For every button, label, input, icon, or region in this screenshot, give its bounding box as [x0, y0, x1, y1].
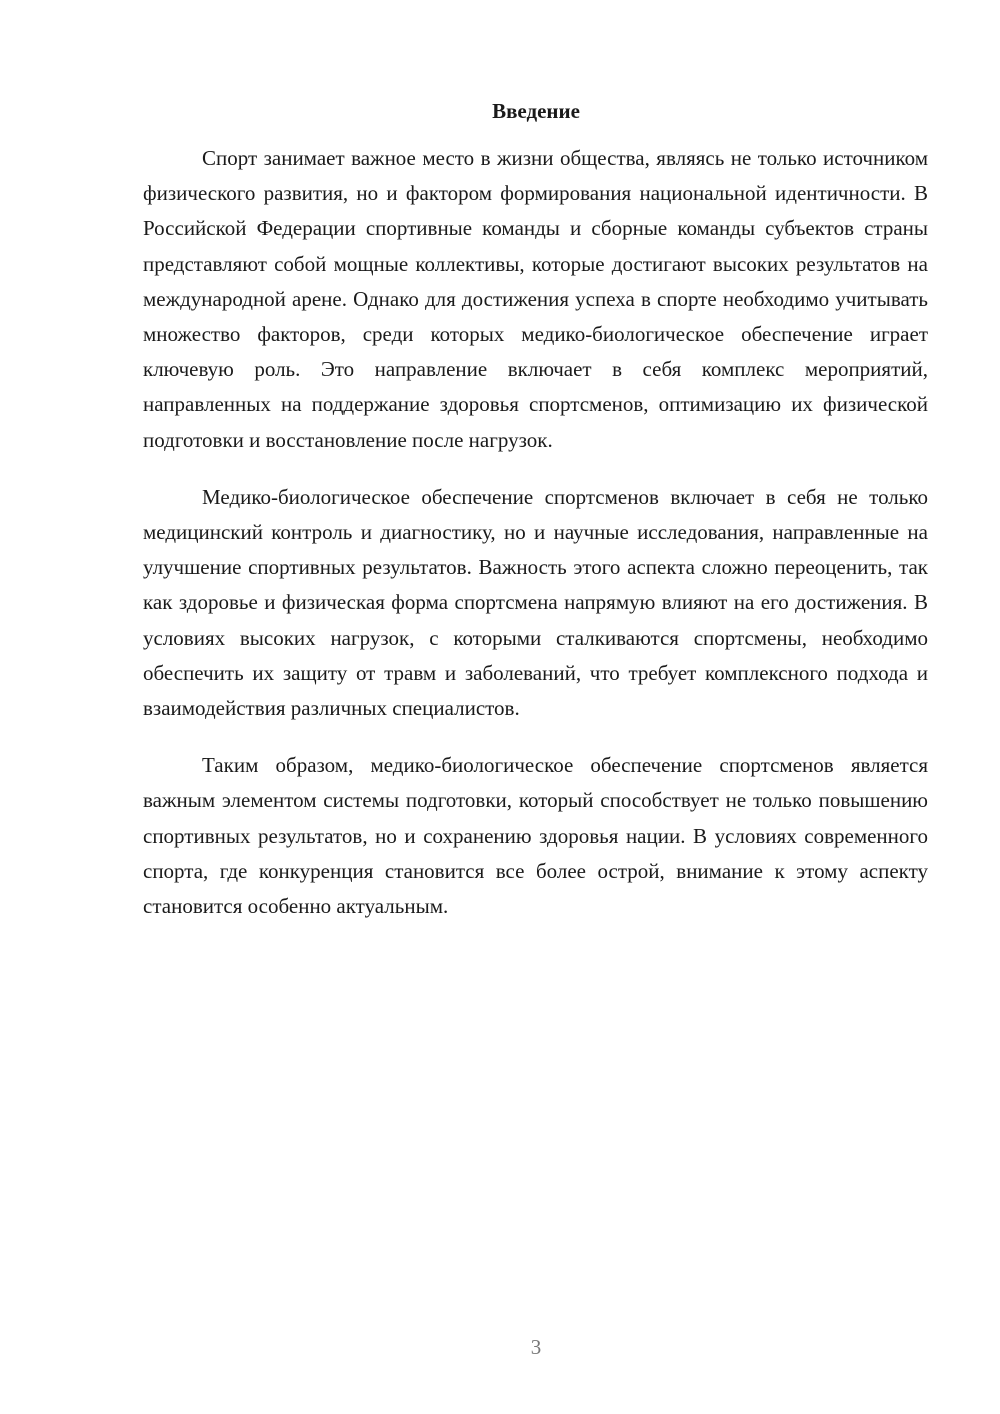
paragraph-3: Таким образом, медико-биологическое обеспечение спортсменов является важным элементом системы подготовки, который способствует не только повышению спортивных результатов, но и сохранению здоровья нации. В условиях современного спорта, где конкуренция становится все более острой, внимание к этому аспекту становится особенно актуальным. — [143, 753, 928, 919]
document-body — [143, 141, 928, 924]
page-number: 3 — [530, 1335, 542, 1359]
paragraph-1: Спорт занимает важное место в жизни общества, являясь не только источником физического развития, но и фактором формирования национальной идентичности. В Российской Федерации спортивные команды и сборные команды субъектов страны представляют собой мощные коллективы, которые достигают высоких результатов на международной арене. Однако для достижения успеха в спорте необходимо учитывать множество факторов, среди которых медико-биологическое обеспечение играет ключевую роль. Это направление включает в себя комплекс мероприятий, направленных на поддержание здоровья спортсменов, оптимизацию их физической подготовки и восстановление после нагрузок. — [143, 146, 928, 452]
paragraph-2: Медико-биологическое обеспечение спортсменов включает в себя не только медицинский контроль и диагностику, но и научные исследования, направленные на улучшение спортивных результатов. Важность этого аспекта сложно переоценить, так как здоровье и физическая форма спортсмена напрямую влияют на его достижения. В условиях высоких нагрузок, с которыми сталкиваются спортсмены, необходимо обеспечить их защиту от травм и заболеваний, что требует комплексного подхода и взаимодействия различных специалистов. — [143, 484, 928, 721]
section-heading: Введение — [492, 99, 580, 123]
